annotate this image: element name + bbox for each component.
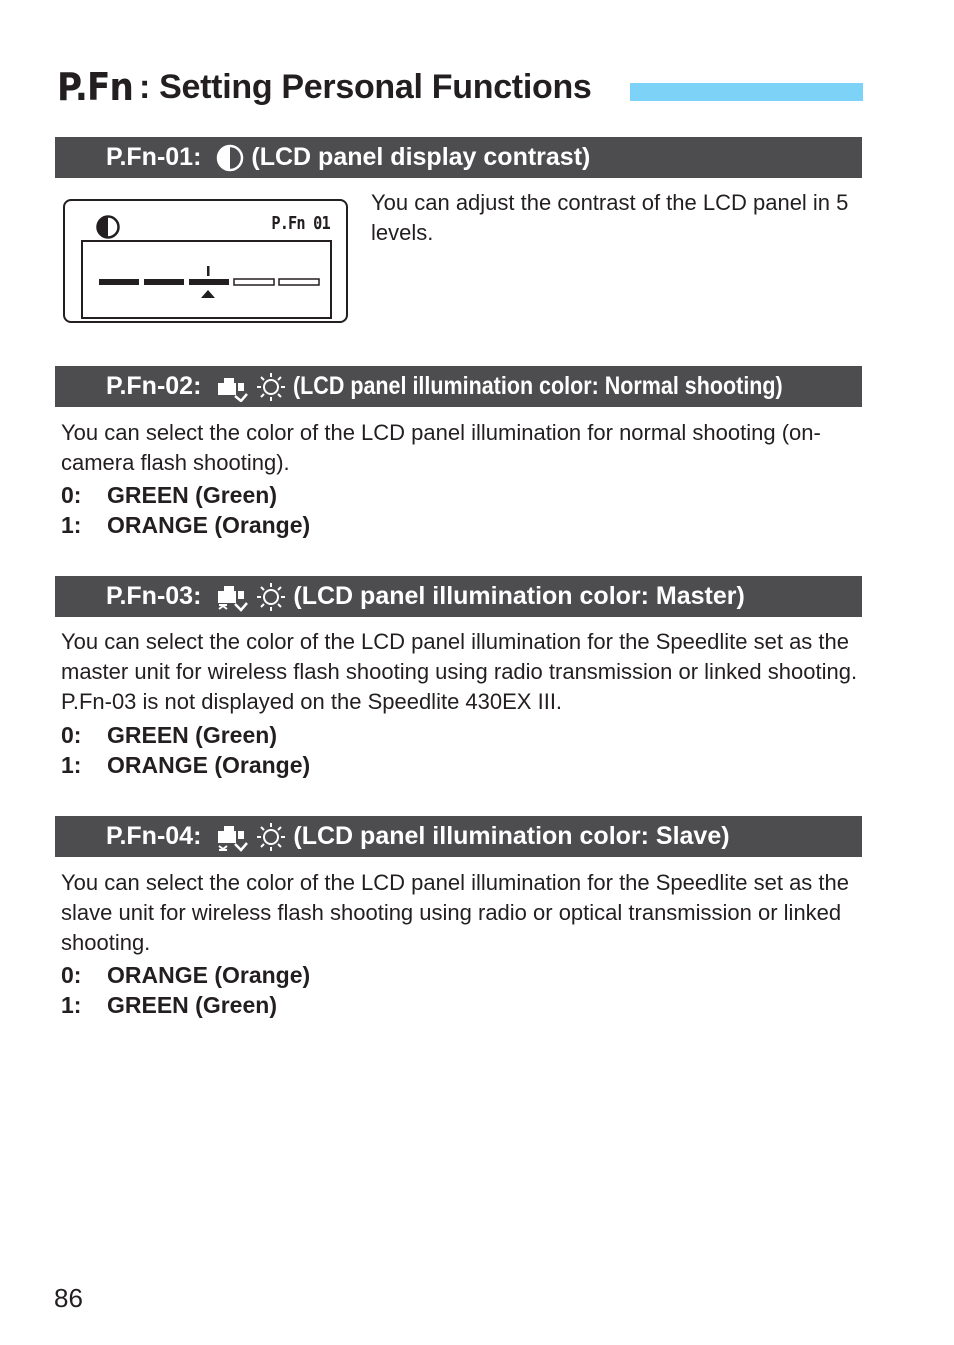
level-segment [144, 279, 184, 285]
section-title: (LCD panel display contrast) [251, 143, 591, 171]
master-flash-icon [215, 582, 249, 612]
level-segment [99, 279, 139, 285]
illumination-icon [255, 821, 287, 853]
option-item: 0: GREEN (Green) [61, 722, 277, 748]
lcd-panel-illustration [63, 199, 348, 323]
title-accent-bar [630, 83, 863, 101]
section-title: (LCD panel illumination color: Normal shooting) [293, 372, 784, 400]
page-number: 86 [54, 1283, 83, 1313]
section-description: You can select the color of the LCD panel illumination for the Speedlite set as the master unit for wireless flash shooting using radio transmission or linked shooting. P.Fn-03 is not displayed on the Speedlite 430EX III. [61, 629, 858, 714]
flash-camera-icon [215, 372, 249, 402]
section-header-pfn-01 [55, 137, 862, 178]
level-segment [234, 279, 274, 285]
level-segment [189, 279, 229, 285]
level-pointer [201, 290, 215, 298]
section-header-pfn-02 [55, 366, 862, 407]
section-title: (LCD panel illumination color: Slave) [293, 822, 730, 850]
contrast-level-scale [83, 242, 330, 317]
illumination-icon [255, 371, 287, 403]
section-title: (LCD panel illumination color: Master) [293, 582, 745, 610]
contrast-icon [215, 143, 245, 173]
section-code: P.Fn-03: [106, 582, 202, 610]
section-description: You can adjust the contrast of the LCD panel in 5 levels. [371, 190, 849, 245]
option-item: 1: GREEN (Green) [61, 992, 277, 1018]
pfn-title-mark: P.Fn [57, 65, 133, 109]
section-description: You can select the color of the LCD panel illumination for normal shooting (on-camera flash shooting). [61, 420, 821, 475]
lcd-level-box [81, 240, 332, 319]
section-code: P.Fn-02: [106, 372, 202, 400]
slave-flash-icon [215, 822, 249, 852]
level-segment [279, 279, 319, 285]
page-title-text: : Setting Personal Functions [139, 67, 592, 106]
option-item: 1: ORANGE (Orange) [61, 752, 311, 778]
option-item: 1: ORANGE (Orange) [61, 512, 311, 538]
level-tick [207, 266, 210, 276]
page-title [57, 62, 863, 112]
lcd-pfn-label: P.Fn 01 [271, 213, 330, 234]
section-code: P.Fn-01: [106, 143, 202, 171]
section-code: P.Fn-04: [106, 822, 202, 850]
option-item: 0: ORANGE (Orange) [61, 962, 311, 988]
option-item: 0: GREEN (Green) [61, 482, 277, 508]
section-header-pfn-04 [55, 816, 862, 857]
section-description: You can select the color of the LCD panel illumination for the Speedlite set as the slave unit for wireless flash shooting using radio or optical transmission or linked shooting. [61, 870, 850, 955]
section-header-pfn-03 [55, 576, 862, 617]
illumination-icon [255, 581, 287, 613]
